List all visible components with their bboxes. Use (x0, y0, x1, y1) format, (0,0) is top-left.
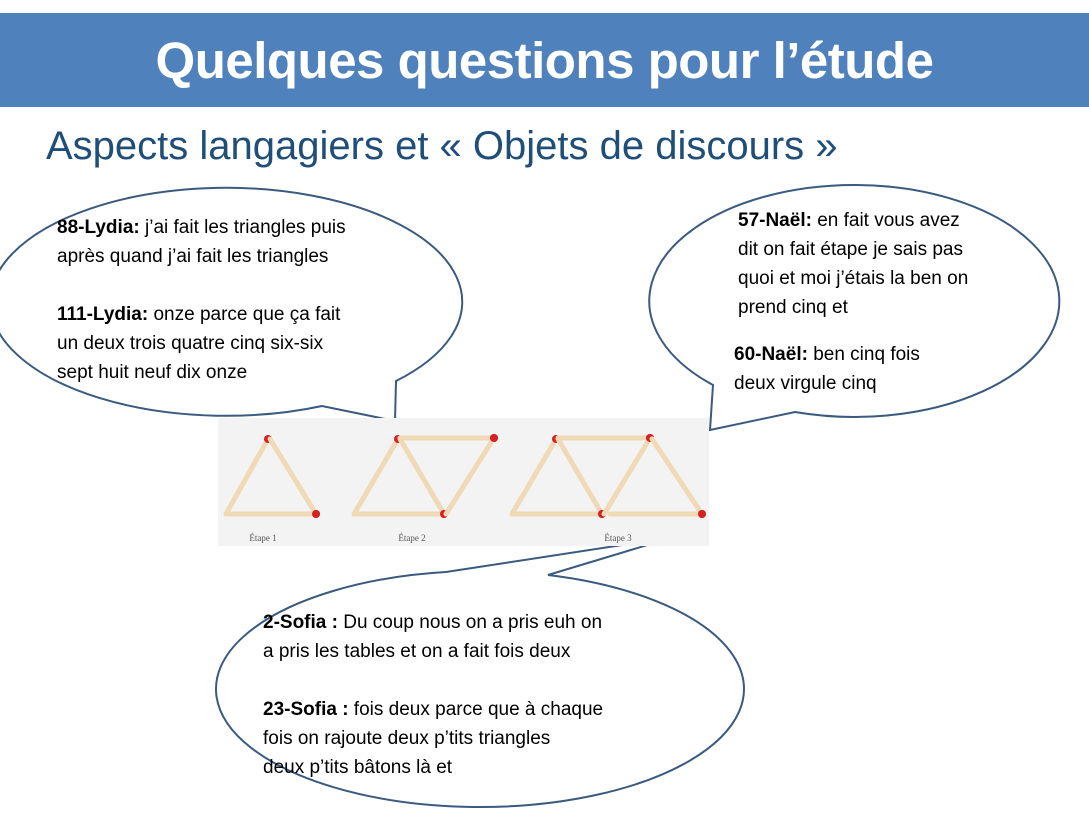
matchstick-head (490, 434, 498, 442)
spacer (57, 271, 346, 300)
nael-bubble-text-2 (734, 340, 920, 398)
matchstick-head (312, 510, 320, 518)
lydia-111-line-3: sept huit neuf dix onze (57, 362, 248, 383)
lydia-speaker-111: 111-Lydia: (57, 304, 149, 325)
lydia-speaker-88: 88-Lydia: (57, 217, 140, 238)
lydia-111-line-1: onze parce que ça fait (148, 304, 341, 325)
sofia-23-line-1: fois deux parce que à chaque (348, 699, 604, 720)
lydia-88-line-1: j’ai fait les triangles puis (139, 217, 346, 238)
sofia-speaker-2: 2-Sofia : (263, 612, 338, 633)
nael-57-line-3: quoi et moi j’étais la ben on (738, 268, 969, 289)
lydia-bubble-text (57, 213, 346, 387)
nael-quote-60 (734, 340, 920, 369)
sofia-2-line-1: Du coup nous on a pris euh on (337, 612, 603, 633)
slide-subtitle: Aspects langagiers et « Objets de discours » (46, 124, 838, 168)
nael-speaker-60: 60-Naël: (734, 344, 808, 365)
sofia-23-line-2: fois on rajoute deux p’tits triangles (263, 728, 551, 749)
sofia-23-line-3: deux p’tits bâtons là et (263, 757, 453, 778)
step-2-label: Étape 2 (398, 533, 426, 543)
matchstick-triangles-figure (218, 418, 709, 546)
nael-60-line-2: deux virgule cinq (734, 373, 877, 394)
spacer (263, 666, 603, 695)
sofia-2-line-2: a pris les tables et on a fait fois deux (263, 641, 571, 662)
nael-60-line-1: ben cinq fois (807, 344, 920, 365)
step-1-label: Étape 1 (249, 533, 277, 543)
nael-57-line-2: dit on fait étape je sais pas (738, 239, 963, 260)
nael-bubble-text (738, 206, 968, 322)
nael-57-line-1: en fait vous avez (811, 210, 960, 231)
lydia-88-line-2: après quand j’ai fait les triangles (57, 246, 329, 267)
sofia-speaker-23: 23-Sofia : (263, 699, 349, 720)
nael-speaker-57: 57-Naël: (738, 210, 812, 231)
lydia-quote-88 (57, 213, 346, 242)
lydia-quote-111 (57, 300, 346, 329)
slide-title: Quelques questions pour l’étude (155, 31, 934, 89)
matchstick-head (698, 510, 706, 518)
nael-quote-57 (738, 206, 968, 235)
step-3-label: Étape 3 (604, 533, 632, 543)
nael-57-line-4: prend cinq et (738, 297, 848, 318)
sofia-quote-23 (263, 695, 603, 724)
sofia-quote-2 (263, 608, 603, 637)
sofia-bubble-text (263, 608, 603, 782)
lydia-111-line-2: un deux trois quatre cinq six-six (57, 333, 324, 354)
